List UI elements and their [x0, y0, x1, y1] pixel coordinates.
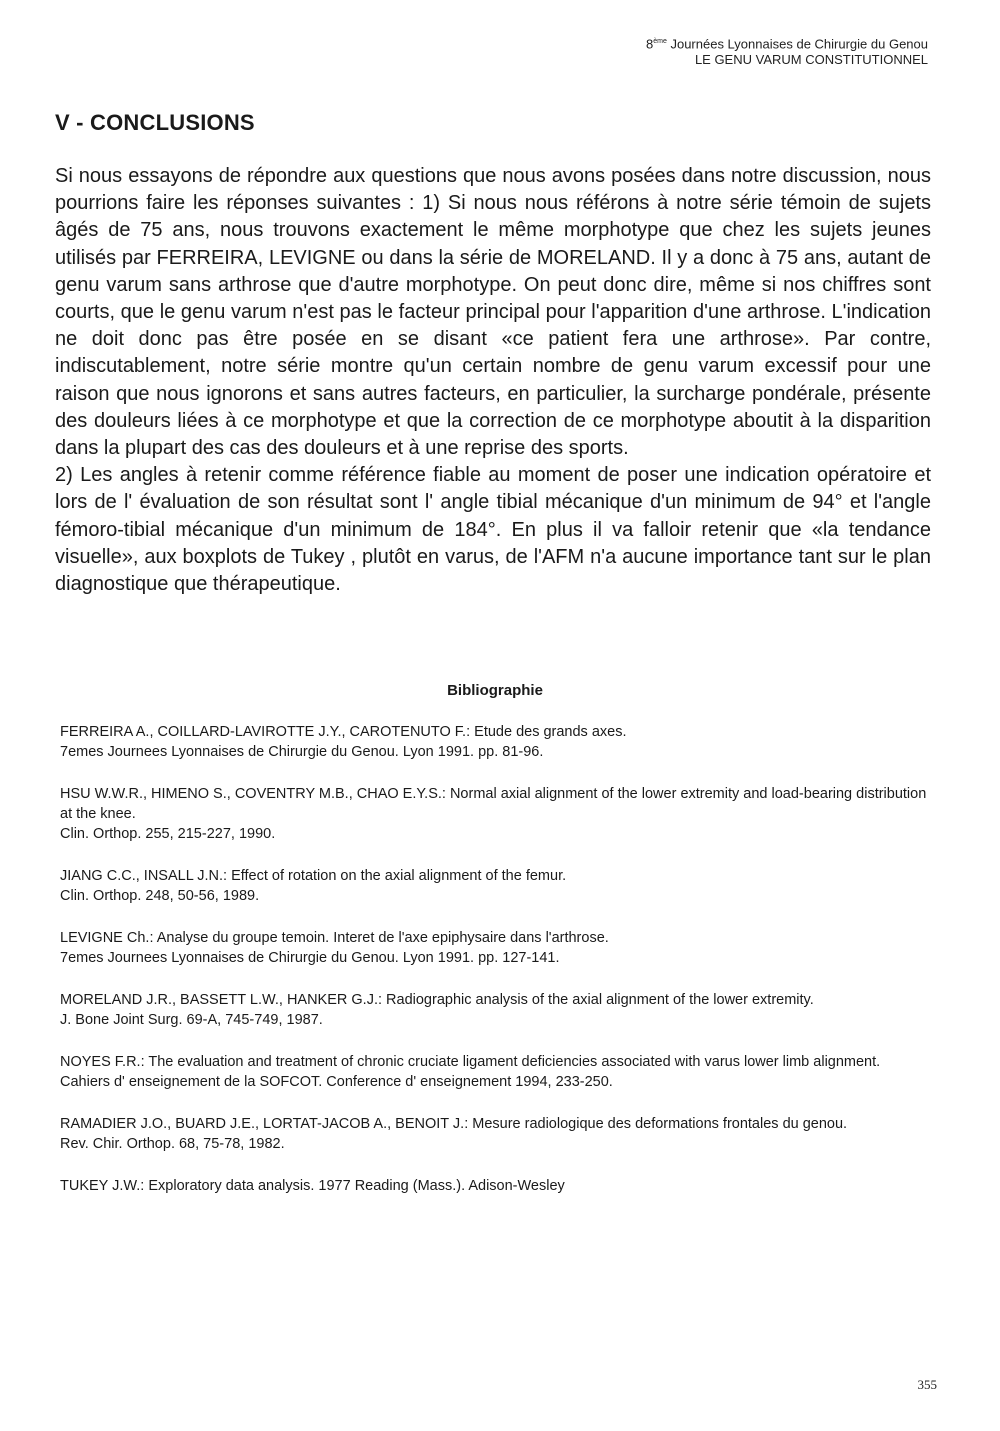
- reference-item: [60, 1052, 940, 1092]
- reference-item: [60, 866, 940, 906]
- section-title: V - CONCLUSIONS: [55, 110, 255, 135]
- reference-item: [60, 990, 940, 1030]
- bibliography-list: [60, 722, 940, 1218]
- reference-line: Clin. Orthop. 248, 50-56, 1989.: [60, 888, 260, 904]
- reference-line: Clin. Orthop. 255, 215-227, 1990.: [60, 826, 276, 842]
- reference-line: HSU W.W.R., HIMENO S., COVENTRY M.B., CHAO E.Y.S.: Normal axial alignment of the lower extremity and load-bearing distribution at the knee.: [60, 786, 927, 822]
- reference-line: RAMADIER J.O., BUARD J.E., LORTAT-JACOB A., BENOIT J.: Mesure radiologique des deformations frontales du genou.: [60, 1116, 848, 1132]
- reference-item: [60, 722, 940, 762]
- reference-item: [60, 784, 940, 844]
- header-conference: [646, 34, 928, 52]
- reference-item: [60, 1176, 940, 1196]
- conclusions-body: [55, 163, 931, 598]
- reference-item: [60, 1114, 940, 1154]
- reference-line: 7emes Journees Lyonnaises de Chirurgie du Genou. Lyon 1991. pp. 127-141.: [60, 950, 560, 966]
- conclusion-paragraph-1: Si nous essayons de répondre aux questions que nous avons posées dans notre discussion, nous pourrions faire les réponses suivantes : 1) Si nous nous référons à notre série témoin de sujets âgés de 75 ans, nous trouvons exactement le même morphotype que chez les sujets jeunes utilisés par FERREIRA, LEVIGNE ou dans la série de MORELAND. Il y a donc à 75 ans, autant de genu varum sans arthrose que d'autre morphotype. On peut donc dire, même si nos chiffres sont courts, que le genu varum n'est pas le facteur principal pour l'apparition d'une arthrose. L'indication ne doit donc pas être posée en se disant «ce patient fera une arthrose». Par contre, indiscutablement, notre série montre qu'un certain nombre de genu varum excessif pour une raison que nous ignorons et sans autres facteurs, en particulier, la surcharge pondérale, présente des douleurs liées à ce morphotype et que la correction de ce morphotype aboutit à la disparition dans la plupart des cas des douleurs et à une reprise des sports.: [55, 165, 931, 460]
- page-number: 355: [917, 1377, 937, 1392]
- conclusion-paragraph-2: 2) Les angles à retenir comme référence fiable au moment de poser une indication opératoire et lors de l' évaluation de son résultat sont l' angle tibial mécanique d'un minimum de 94° et l'angle fémoro-tibial mécanique d'un minimum de 184°. En plus il va falloir retenir que «la tendance visuelle», aux boxplots de Tukey , plutôt en varus, de l'AFM n'a aucune importance tant sur le plan diagnostique que thérapeutique.: [55, 464, 931, 596]
- reference-item: [60, 928, 940, 968]
- reference-line: Cahiers d' enseignement de la SOFCOT. Conference d' enseignement 1994, 233-250.: [60, 1074, 613, 1090]
- header-edition-suffix: ème: [653, 38, 667, 45]
- reference-line: JIANG C.C., INSALL J.N.: Effect of rotation on the axial alignment of the femur.: [60, 868, 567, 884]
- header-conference-name: Journées Lyonnaises de Chirurgie du Genou: [666, 36, 928, 52]
- bibliography-title: Bibliographie: [447, 682, 543, 699]
- reference-line: TUKEY J.W.: Exploratory data analysis. 1977 Reading (Mass.). Adison-Wesley: [60, 1178, 565, 1194]
- reference-line: LEVIGNE Ch.: Analyse du groupe temoin. Interet de l'axe epiphysaire dans l'arthrose.: [60, 930, 609, 946]
- reference-line: J. Bone Joint Surg. 69-A, 745-749, 1987.: [60, 1012, 323, 1028]
- reference-line: Rev. Chir. Orthop. 68, 75-78, 1982.: [60, 1136, 285, 1152]
- reference-line: NOYES F.R.: The evaluation and treatment of chronic cruciate ligament deficiencies associated with varus lower limb alignment.: [60, 1054, 881, 1070]
- header-topic: LE GENU VARUM CONSTITUTIONNEL: [694, 52, 928, 68]
- reference-line: MORELAND J.R., BASSETT L.W., HANKER G.J.: Radiographic analysis of the axial alignment of the lower extremity.: [60, 992, 814, 1008]
- reference-line: 7emes Journees Lyonnaises de Chirurgie du Genou. Lyon 1991. pp. 81-96.: [60, 744, 544, 760]
- reference-line: FERREIRA A., COILLARD-LAVIROTTE J.Y., CAROTENUTO F.: Etude des grands axes.: [60, 724, 627, 740]
- header-edition-number: 8: [646, 36, 654, 52]
- running-header: [646, 34, 928, 68]
